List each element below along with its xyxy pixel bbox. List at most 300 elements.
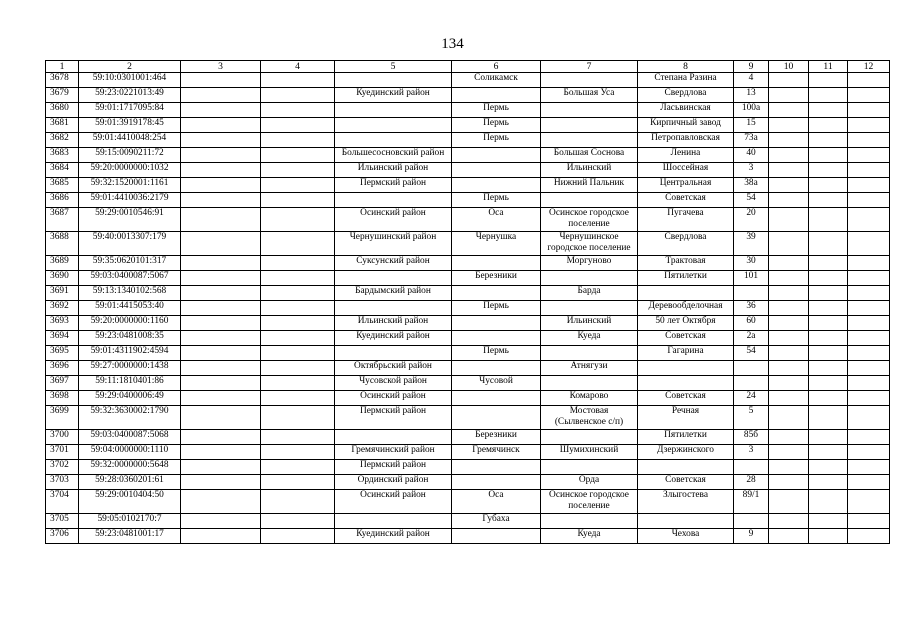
table-cell: 4 [734, 73, 769, 88]
table-cell [335, 118, 452, 133]
table-cell: Свердлова [638, 232, 734, 256]
table-cell [261, 88, 335, 103]
column-header: 9 [734, 61, 769, 73]
table-cell [261, 529, 335, 544]
table-cell: Куеда [541, 331, 638, 346]
table-cell: Ласьвинская [638, 103, 734, 118]
table-cell: 59:05:0102170:7 [79, 514, 181, 529]
table-cell [848, 208, 890, 232]
table-cell: 59:40:0013307:179 [79, 232, 181, 256]
table-cell [769, 232, 809, 256]
table-cell: Бардымский район [335, 286, 452, 301]
table-cell [181, 445, 261, 460]
table-cell [769, 460, 809, 475]
table-cell: Моргуново [541, 256, 638, 271]
table-cell [181, 346, 261, 361]
table-cell [452, 316, 541, 331]
table-cell: Советская [638, 391, 734, 406]
table-cell: 3680 [46, 103, 79, 118]
table-cell: 3686 [46, 193, 79, 208]
table-cell [181, 271, 261, 286]
table-cell [848, 529, 890, 544]
table-cell [181, 331, 261, 346]
table-row [46, 286, 890, 301]
table-cell [541, 133, 638, 148]
table-cell: 59:28:0360201:61 [79, 475, 181, 490]
table-cell: Куединский район [335, 529, 452, 544]
table-cell: Советская [638, 193, 734, 208]
table-row [46, 475, 890, 490]
table-cell [181, 514, 261, 529]
table-cell [335, 514, 452, 529]
table-cell: Пермь [452, 346, 541, 361]
table-cell: Чусовой [452, 376, 541, 391]
column-header: 5 [335, 61, 452, 73]
table-cell [769, 445, 809, 460]
table-row [46, 301, 890, 316]
table-cell: Пугачева [638, 208, 734, 232]
table-cell: Советская [638, 331, 734, 346]
table-cell: 3702 [46, 460, 79, 475]
table-cell [848, 103, 890, 118]
table-cell: Трактовая [638, 256, 734, 271]
table-cell [261, 256, 335, 271]
table-cell [809, 148, 848, 163]
table-cell: Степана Разина [638, 73, 734, 88]
table-cell [769, 301, 809, 316]
table-cell [181, 208, 261, 232]
table-cell: 59:01:4311902:4594 [79, 346, 181, 361]
table-cell [769, 316, 809, 331]
table-cell [541, 103, 638, 118]
table-cell: 59:23:0481001:17 [79, 529, 181, 544]
table-cell: 59:01:1717095:84 [79, 103, 181, 118]
table-cell: Куединский район [335, 88, 452, 103]
table-cell: 3685 [46, 178, 79, 193]
table-cell [261, 376, 335, 391]
table-cell: Осинский район [335, 391, 452, 406]
table-cell [261, 475, 335, 490]
table-row [46, 178, 890, 193]
column-header: 2 [79, 61, 181, 73]
table-row [46, 316, 890, 331]
table-row [46, 193, 890, 208]
table-row [46, 460, 890, 475]
table-cell: Центральная [638, 178, 734, 193]
table-cell [261, 193, 335, 208]
table-cell [261, 232, 335, 256]
table-cell: 59:23:0481008:35 [79, 331, 181, 346]
table-cell [181, 256, 261, 271]
table-cell: Гагарина [638, 346, 734, 361]
table-cell [261, 430, 335, 445]
table-cell: 3679 [46, 88, 79, 103]
table-cell [848, 346, 890, 361]
table-cell [848, 331, 890, 346]
table-cell [541, 301, 638, 316]
table-cell: Гремячинский район [335, 445, 452, 460]
table-cell [809, 178, 848, 193]
table-cell [335, 73, 452, 88]
table-cell: 15 [734, 118, 769, 133]
table-cell [848, 118, 890, 133]
table-cell: Комарово [541, 391, 638, 406]
table-cell [809, 391, 848, 406]
table-cell: 38а [734, 178, 769, 193]
table-cell [809, 163, 848, 178]
table-cell [848, 193, 890, 208]
table-cell: Гремячинск [452, 445, 541, 460]
table-cell [769, 286, 809, 301]
table-cell [541, 376, 638, 391]
table-cell [769, 271, 809, 286]
table-cell [769, 118, 809, 133]
table-cell: 89/1 [734, 490, 769, 514]
table-cell [809, 376, 848, 391]
table-cell: Ленина [638, 148, 734, 163]
table-cell: Дзержинского [638, 445, 734, 460]
table-cell: 101 [734, 271, 769, 286]
table-cell: Ильинский [541, 163, 638, 178]
table-cell: Кирпичный завод [638, 118, 734, 133]
table-cell [638, 514, 734, 529]
table-cell: Атнягузи [541, 361, 638, 376]
table-cell [335, 103, 452, 118]
table-cell [181, 490, 261, 514]
table-cell: 3681 [46, 118, 79, 133]
table-cell [809, 232, 848, 256]
table-cell: Пермь [452, 193, 541, 208]
table-cell: 100а [734, 103, 769, 118]
table-cell [261, 286, 335, 301]
table-cell: Березники [452, 271, 541, 286]
table-cell: Шумихинский [541, 445, 638, 460]
table-cell [181, 178, 261, 193]
table-cell: 13 [734, 88, 769, 103]
table-cell [848, 361, 890, 376]
table-cell: 3697 [46, 376, 79, 391]
table-cell: 3701 [46, 445, 79, 460]
table-cell: 3692 [46, 301, 79, 316]
table-cell [181, 103, 261, 118]
table-cell: Барда [541, 286, 638, 301]
table-cell [769, 430, 809, 445]
column-header: 10 [769, 61, 809, 73]
table-cell [335, 193, 452, 208]
table-cell: Соликамск [452, 73, 541, 88]
table-cell [809, 430, 848, 445]
table-cell: 59:29:0010404:50 [79, 490, 181, 514]
table-cell [809, 271, 848, 286]
table-cell [452, 391, 541, 406]
table-cell: Куеда [541, 529, 638, 544]
table-cell [541, 193, 638, 208]
table-cell [452, 88, 541, 103]
table-cell: 30 [734, 256, 769, 271]
table-cell [848, 391, 890, 406]
table-cell [638, 286, 734, 301]
table-cell: 59:13:1340102:568 [79, 286, 181, 301]
table-cell [261, 316, 335, 331]
table-cell [769, 376, 809, 391]
table-cell: 59:29:0400006:49 [79, 391, 181, 406]
table-cell: 39 [734, 232, 769, 256]
table-cell: Пермский район [335, 460, 452, 475]
table-cell [809, 490, 848, 514]
table-cell: Пермь [452, 103, 541, 118]
table-cell [181, 376, 261, 391]
table-cell: 59:32:3630002:1790 [79, 406, 181, 430]
table-row [46, 148, 890, 163]
table-cell [181, 133, 261, 148]
table-cell [181, 73, 261, 88]
table-cell [638, 361, 734, 376]
column-header: 6 [452, 61, 541, 73]
column-header: 12 [848, 61, 890, 73]
table-cell [181, 301, 261, 316]
table-cell [335, 133, 452, 148]
table-cell [181, 193, 261, 208]
table-row [46, 331, 890, 346]
table-cell: 59:01:4410036:2179 [79, 193, 181, 208]
table-cell [848, 316, 890, 331]
table-cell [181, 148, 261, 163]
table-cell [848, 286, 890, 301]
table-cell [734, 376, 769, 391]
table-cell: Большесосновский район [335, 148, 452, 163]
table-row [46, 430, 890, 445]
table-cell: Пермский район [335, 406, 452, 430]
table-cell: 3691 [46, 286, 79, 301]
table-cell [181, 391, 261, 406]
table-cell [848, 490, 890, 514]
column-header: 1 [46, 61, 79, 73]
table-cell [809, 118, 848, 133]
table-cell: 59:10:0301001:464 [79, 73, 181, 88]
table-cell [809, 256, 848, 271]
table-cell [769, 529, 809, 544]
table-cell: Большая Уса [541, 88, 638, 103]
table-cell: Ординский район [335, 475, 452, 490]
table-cell [638, 460, 734, 475]
table-cell [452, 406, 541, 430]
table-cell: Березники [452, 430, 541, 445]
table-cell: 59:01:3919178:45 [79, 118, 181, 133]
table-cell [261, 133, 335, 148]
table-cell [181, 163, 261, 178]
table-cell: 59:20:0000000:1032 [79, 163, 181, 178]
table-cell: Шоссейная [638, 163, 734, 178]
table-cell: Осинское городское поселение [541, 490, 638, 514]
table-cell [261, 460, 335, 475]
table-cell: 3 [734, 445, 769, 460]
table-cell: Губаха [452, 514, 541, 529]
table-cell: 3699 [46, 406, 79, 430]
table-row [46, 376, 890, 391]
table-cell [541, 514, 638, 529]
table-cell: Советская [638, 475, 734, 490]
table-cell [261, 301, 335, 316]
table-cell [261, 118, 335, 133]
table-cell [734, 460, 769, 475]
table-cell: 3695 [46, 346, 79, 361]
table-cell [261, 208, 335, 232]
table-cell: 5 [734, 406, 769, 430]
table-cell: Пермь [452, 301, 541, 316]
table-cell [769, 391, 809, 406]
table-row [46, 163, 890, 178]
table-cell: 59:27:0000000:1438 [79, 361, 181, 376]
table-cell [809, 529, 848, 544]
table-row [46, 445, 890, 460]
table-row [46, 256, 890, 271]
table-row [46, 88, 890, 103]
table-cell: 59:29:0010546:91 [79, 208, 181, 232]
table-cell [541, 430, 638, 445]
table-cell: 3687 [46, 208, 79, 232]
table-cell [261, 271, 335, 286]
table-cell [638, 376, 734, 391]
table-cell: Суксунский район [335, 256, 452, 271]
table-cell: 3690 [46, 271, 79, 286]
column-header: 4 [261, 61, 335, 73]
table-cell: 59:01:4415053:40 [79, 301, 181, 316]
table-cell [809, 445, 848, 460]
column-header: 11 [809, 61, 848, 73]
table-cell: 3705 [46, 514, 79, 529]
table-cell: 59:35:0620101:317 [79, 256, 181, 271]
table-cell: Осинский район [335, 208, 452, 232]
table-cell: Большая Соснова [541, 148, 638, 163]
table-cell [261, 445, 335, 460]
table-cell: Чернушинское городское поселение [541, 232, 638, 256]
table-cell [848, 475, 890, 490]
table-cell: 59:15:0090211:72 [79, 148, 181, 163]
table-row [46, 232, 890, 256]
table-cell: Осинское городское поселение [541, 208, 638, 232]
table-cell: Пятилетки [638, 271, 734, 286]
table-cell [809, 346, 848, 361]
table-cell [848, 445, 890, 460]
table-cell: 3696 [46, 361, 79, 376]
table-cell: 59:32:1520001:1161 [79, 178, 181, 193]
table-cell: Чехова [638, 529, 734, 544]
table-cell: 3704 [46, 490, 79, 514]
table-cell: 3689 [46, 256, 79, 271]
registry-table [45, 60, 890, 544]
table-cell [261, 361, 335, 376]
table-cell [452, 256, 541, 271]
table-cell: 28 [734, 475, 769, 490]
table-cell: Оса [452, 208, 541, 232]
table-body [46, 73, 890, 544]
table-cell [848, 256, 890, 271]
table-cell: Пермь [452, 118, 541, 133]
table-row [46, 490, 890, 514]
table-cell [181, 316, 261, 331]
table-cell: Пятилетки [638, 430, 734, 445]
table-cell: Оса [452, 490, 541, 514]
table-cell: 59:01:4410048:254 [79, 133, 181, 148]
table-cell [452, 361, 541, 376]
table-cell [335, 301, 452, 316]
table-cell [769, 208, 809, 232]
table-cell: 3682 [46, 133, 79, 148]
table-cell: 59:20:0000000:1160 [79, 316, 181, 331]
table-cell [809, 316, 848, 331]
table-cell [181, 430, 261, 445]
table-row [46, 346, 890, 361]
table-cell: 85б [734, 430, 769, 445]
table-cell [848, 163, 890, 178]
table-row [46, 271, 890, 286]
table-cell [335, 271, 452, 286]
table-cell: Октябрьский район [335, 361, 452, 376]
table-cell [181, 475, 261, 490]
table-cell [452, 148, 541, 163]
table-row [46, 208, 890, 232]
table-cell: 3688 [46, 232, 79, 256]
table-row [46, 103, 890, 118]
table-cell [541, 73, 638, 88]
table-cell: 59:03:0400087:5068 [79, 430, 181, 445]
table-cell [181, 118, 261, 133]
table-cell [769, 193, 809, 208]
table-cell: 73а [734, 133, 769, 148]
table-cell [452, 286, 541, 301]
table-cell [452, 178, 541, 193]
header-row [46, 61, 890, 73]
table-row [46, 391, 890, 406]
table-cell [848, 406, 890, 430]
table-cell: Нижний Пальник [541, 178, 638, 193]
table-cell: Пермский район [335, 178, 452, 193]
table-cell [769, 178, 809, 193]
table-cell [848, 88, 890, 103]
table-cell [261, 331, 335, 346]
table-cell [769, 346, 809, 361]
table-cell: 3694 [46, 331, 79, 346]
table-cell [181, 232, 261, 256]
table-cell [335, 346, 452, 361]
table-cell: 3683 [46, 148, 79, 163]
table-cell [452, 475, 541, 490]
table-cell [848, 232, 890, 256]
table-cell: 3700 [46, 430, 79, 445]
table-cell [261, 514, 335, 529]
table-cell: Осинский район [335, 490, 452, 514]
table-cell: Свердлова [638, 88, 734, 103]
table-cell: 54 [734, 193, 769, 208]
table-cell [181, 529, 261, 544]
table-cell: 9 [734, 529, 769, 544]
table-cell [809, 406, 848, 430]
table-cell [809, 73, 848, 88]
table-row [46, 133, 890, 148]
table-cell [809, 88, 848, 103]
table-cell: 59:32:0000000:5648 [79, 460, 181, 475]
table-cell: Ильинский район [335, 163, 452, 178]
table-cell: 3703 [46, 475, 79, 490]
table-cell [335, 430, 452, 445]
table-cell [734, 286, 769, 301]
table-cell: 3 [734, 163, 769, 178]
table-cell: Петропавловская [638, 133, 734, 148]
table-cell [734, 514, 769, 529]
table-row [46, 514, 890, 529]
table-cell: 3684 [46, 163, 79, 178]
column-header: 3 [181, 61, 261, 73]
